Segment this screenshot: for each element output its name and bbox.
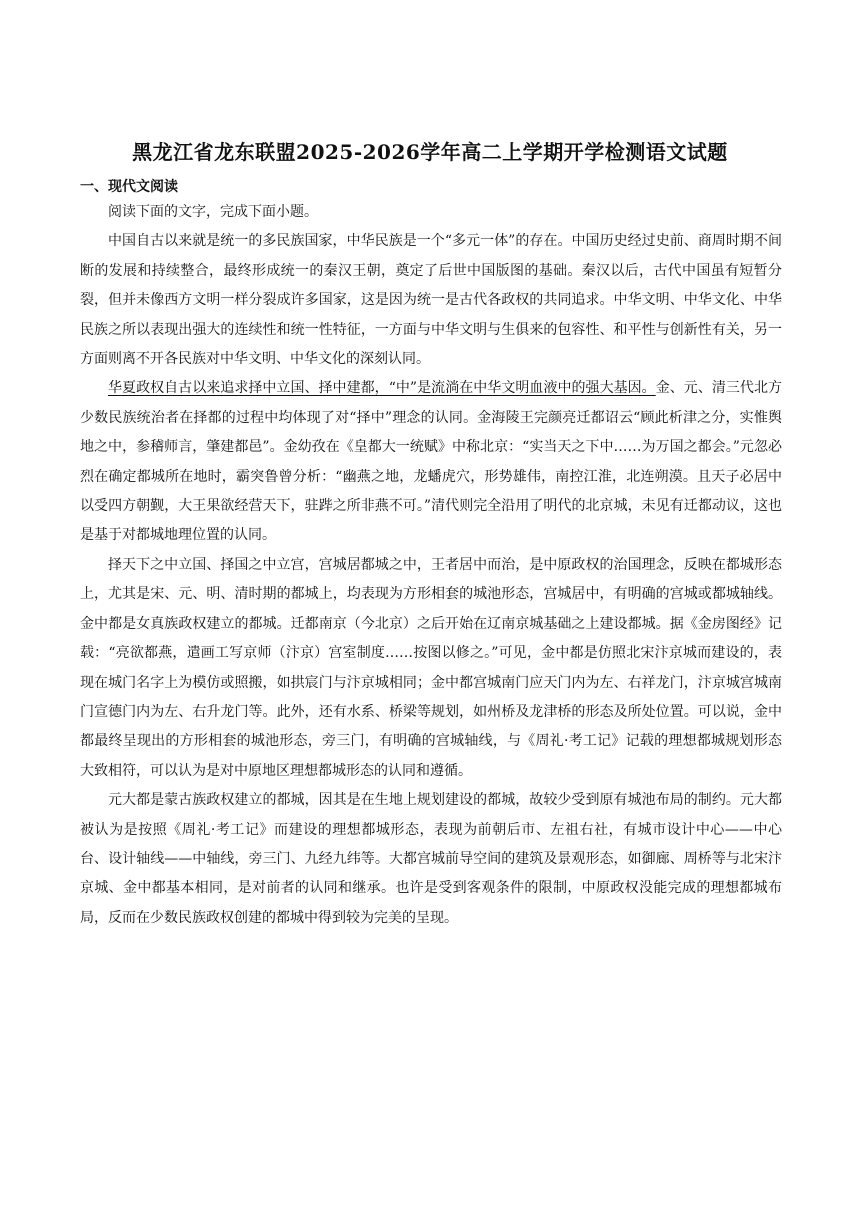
paragraph-1: 中国自古以来就是统一的多民族国家，中华民族是一个“多元一体”的存在。中国历史经过史前、商周时期不间断的发展和持续整合，最终形成统一的秦汉王朝，奠定了后世中国版图的基础。秦汉以后，古代中国虽有短暂分裂，但并未像西方文明一样分裂成许多国家，这是因为统一是古代各政权的共同追求。中华文明、中华文化、中华民族之所以表现出强大的连续性和统一性特征，一方面与中华文明与生俱来的包容性、和平性与创新性有关，另一方面则离不开各民族对中华文明、中华文化的深刻认同。 — [80, 233, 782, 368]
paragraph-2 — [80, 374, 782, 550]
reading-instruction: 阅读下面的文字，完成下面小题。 — [108, 204, 318, 220]
paragraph-4: 元大都是蒙古族政权建立的都城，因其是在生地上规划建设的都城，故较少受到原有城池布局的制约。元大都被认为是按照《周礼·考工记》而建设的理想都城形态，表现为前朝后市、左祖右社，有城市设计中心——中心台、设计轴线——中轴线，旁三门、九经九纬等。大都宫城前导空间的建筑及景观形态，如御廊、周桥等与北宋汴京城、金中都基本相同，是对前者的认同和继承。也许是受到客观条件的限制，中原政权没能完成的理想都城布局，反而在少数民族政权创建的都城中得到较为完美的呈现。 — [80, 792, 782, 926]
section-heading: 一、现代文阅读 — [80, 179, 178, 195]
document-title: 黑龙江省龙东联盟2025-2026学年高二上学期开学检测语文试题 — [132, 140, 728, 164]
document-body — [80, 198, 782, 933]
paragraph-3: 择天下之中立国、择国之中立宫，宫城居都城之中，王者居中而治，是中原政权的治国理念，反映在都城形态上，尤其是宋、元、明、清时期的都城上，均表现为方形相套的城池形态，宫城居中，有明确的宫城或都城轴线。金中都是女真族政权建立的都城。迁都南京（今北京）之后开始在辽南京城基础之上建设都城。据《金房图经》记载：“亮欲都燕，遣画工写京师（汴京）宫室制度……按图以修之。”可见，金中都是仿照北宋汴京城而建设的，表现在城门名字上为模仿或照搬，如拱宸门与汴京城相同；金中都宫城南门应天门内为左、右祥龙门，汴京城宫城南门宣德门内为左、右升龙门等。此外，还有水系、桥梁等规划，如州桥及龙津桥的形态及所处位置。可以说，金中都最终呈现出的方形相套的城池形态，旁三门，有明确的宫城轴线，与《周礼·考工记》记载的理想都城规划形态大致相符，可以认为是对中原地区理想都城形态的认同和遵循。 — [80, 556, 782, 779]
underlined-sentence: 华夏政权自古以来追求择中立国、择中建都，“中”是流淌在中华文明血液中的强大基因。 — [108, 380, 656, 397]
paragraph-2-rest: 金、元、清三代北方少数民族统治者在择都的过程中均体现了对“择中”理念的认同。金海陵王完颜亮迁都诏云“顾此析津之分，实惟舆地之中，参稽师言，肇建都邑”。金幼孜在《皇都大一统赋》中称北京：“实当天之下中……为万国之都会。”元忽必烈在确定都城所在地时，霸突鲁曾分析：“幽燕之地，龙蟠虎穴，形势雄伟，南控江淮，北连朔漠。且天子必居中以受四方朝觐，大王果欲经营天下，驻跸之所非燕不可。”清代则完全沿用了明代的北京城，未见有迁都动议，这也是基于对都城地理位置的认同。 — [80, 380, 782, 544]
